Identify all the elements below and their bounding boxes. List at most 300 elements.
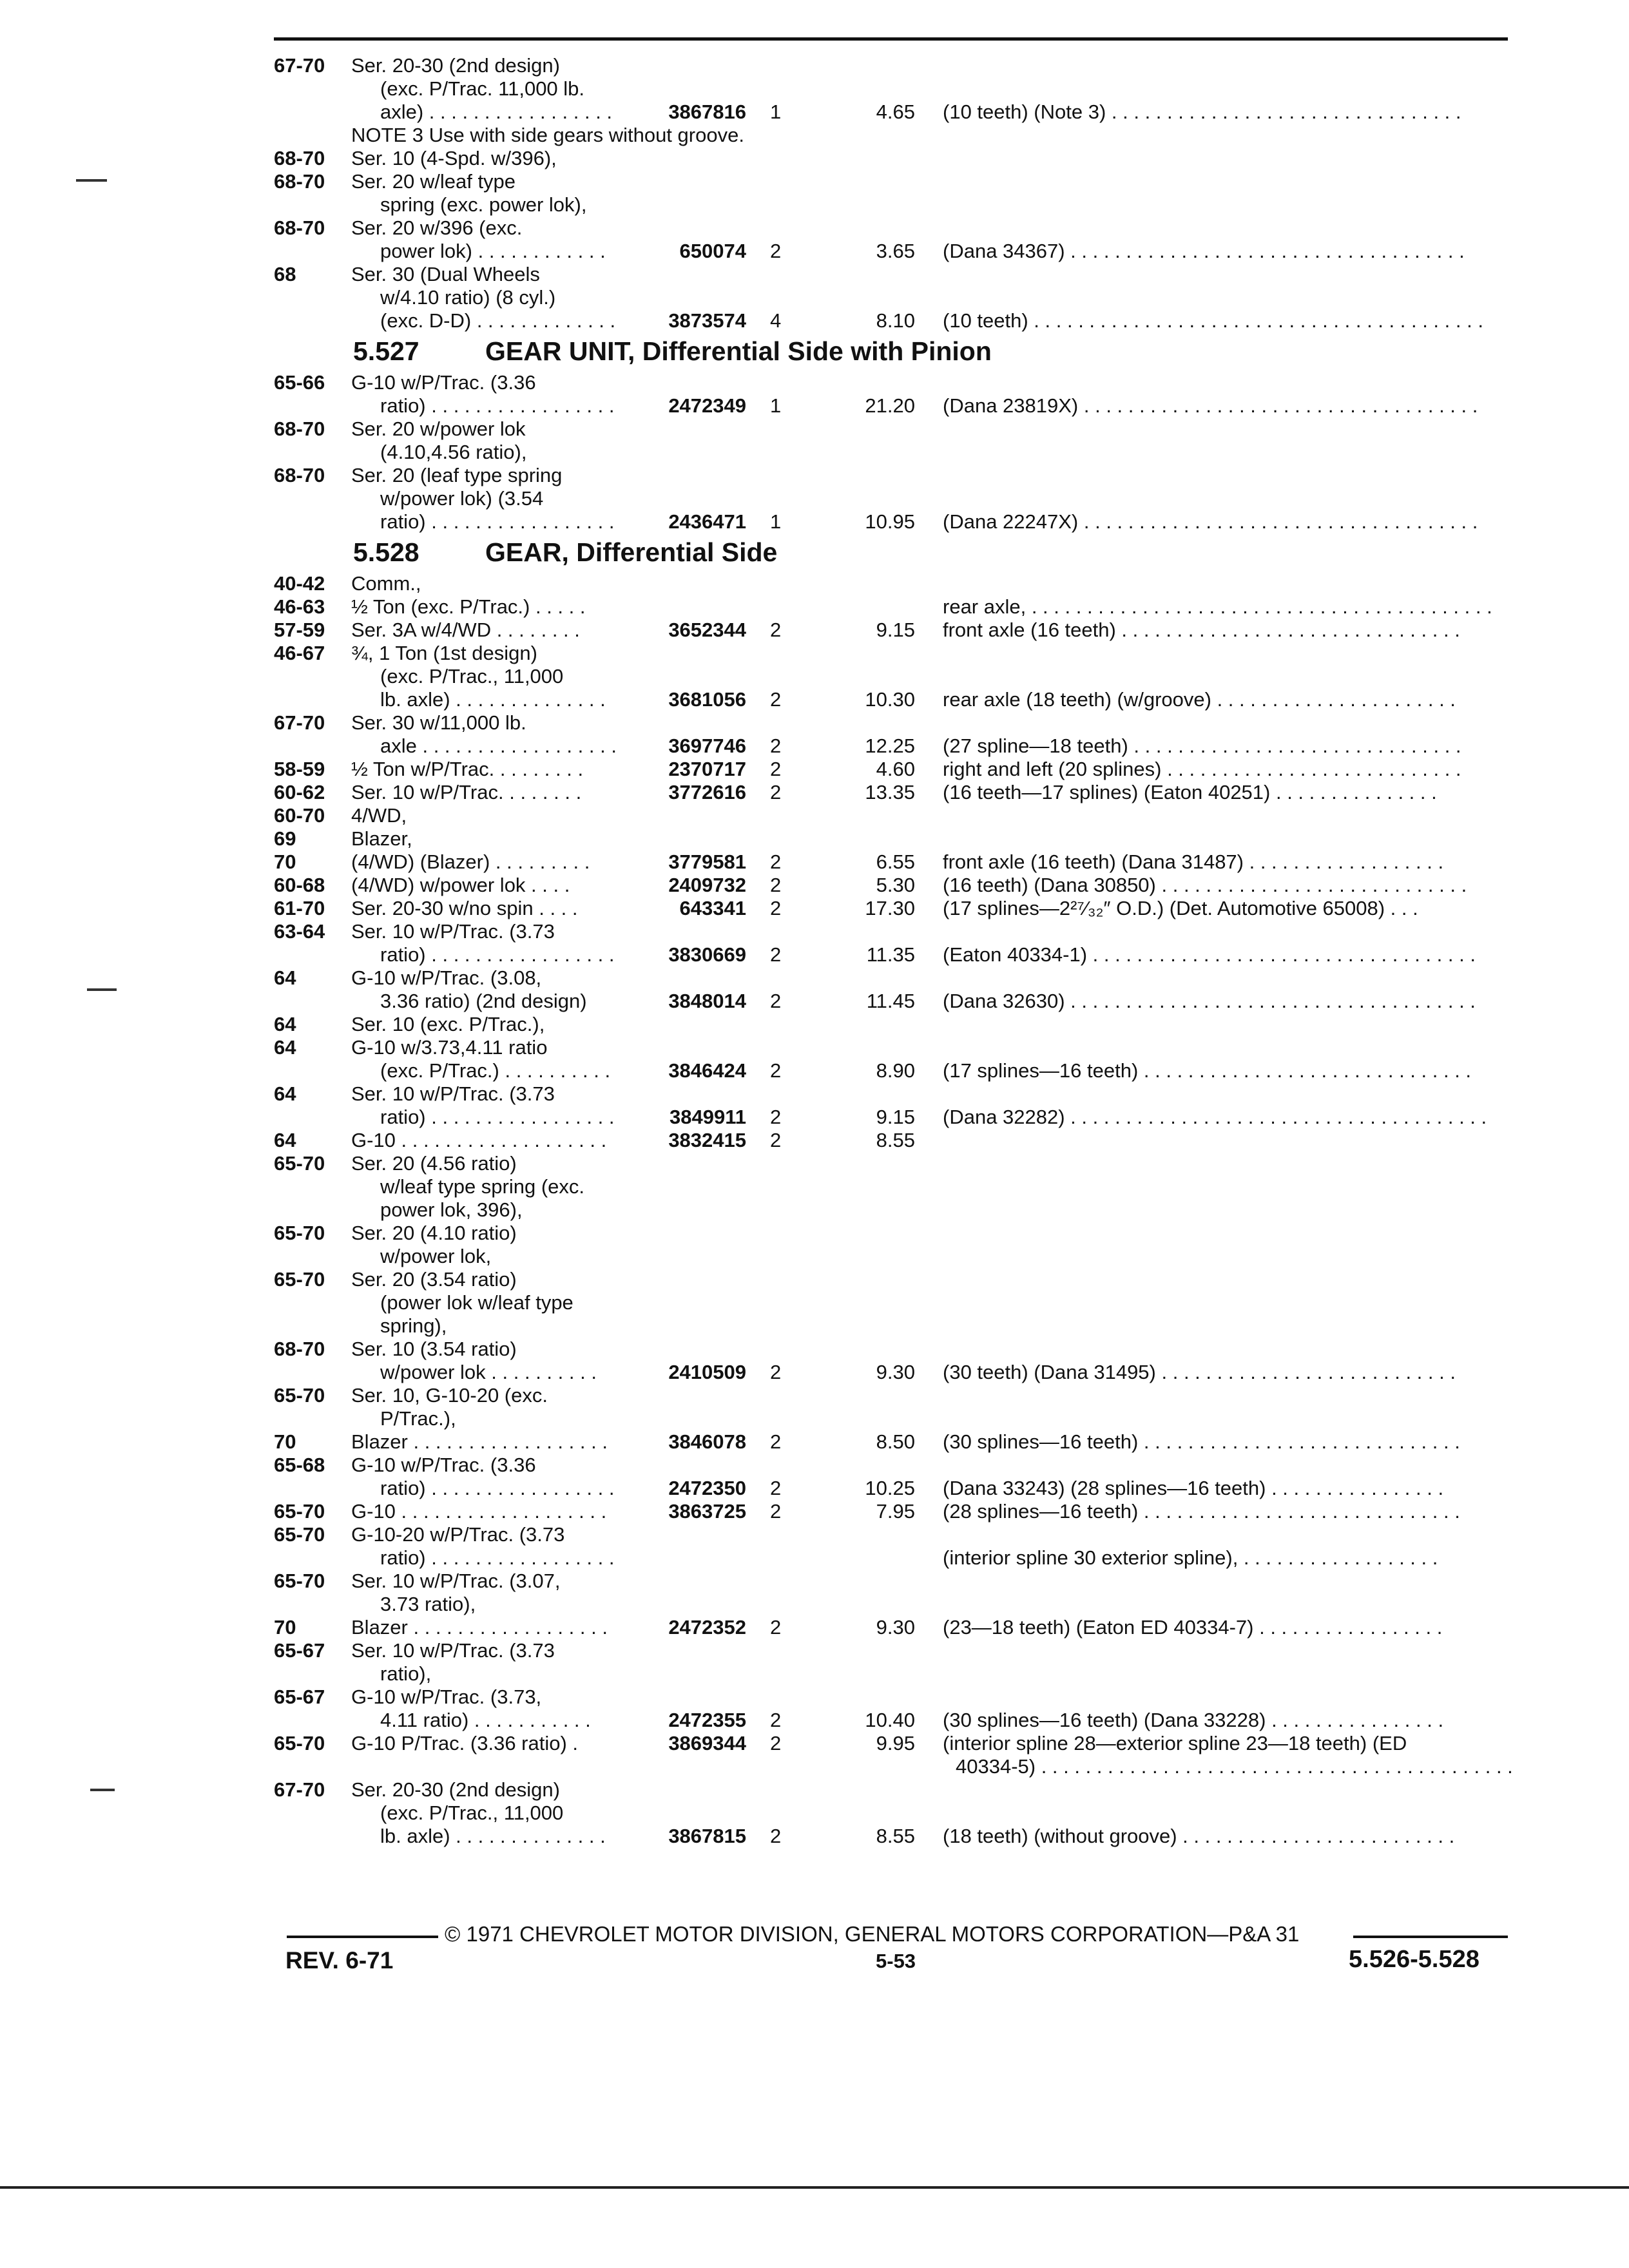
description: Ser. 10, G-10-20 (exc. xyxy=(351,1384,548,1407)
part-number: 3697746 xyxy=(668,735,746,757)
quantity: 2 xyxy=(770,874,782,896)
part-number: 2472350 xyxy=(668,1477,746,1499)
description: P/Trac.), xyxy=(380,1407,456,1430)
model-years: 65-70 xyxy=(274,1268,325,1291)
description: G-10 . . . . . . . . . . . . . . . . . . . xyxy=(351,1129,607,1151)
description: (exc. P/Trac.) . . . . . . . . . . xyxy=(380,1059,611,1082)
price: 10.95 xyxy=(865,510,915,533)
description: (exc. P/Trac., 11,000 xyxy=(380,665,564,687)
table-row xyxy=(0,1175,1629,1198)
table-row xyxy=(0,1732,1629,1755)
model-years: 46-67 xyxy=(274,642,325,664)
description: w/power lok, xyxy=(380,1245,492,1267)
model-years: 63-64 xyxy=(274,920,325,943)
table-row xyxy=(0,1384,1629,1407)
description: w/power lok) (3.54 xyxy=(380,487,544,510)
section-title: GEAR, Differential Side xyxy=(485,537,778,567)
price: 8.55 xyxy=(876,1129,915,1151)
description: w/power lok . . . . . . . . . . xyxy=(380,1361,597,1383)
description: Blazer . . . . . . . . . . . . . . . . . . xyxy=(351,1616,608,1639)
table-row xyxy=(0,240,1629,263)
quantity: 2 xyxy=(770,1709,782,1731)
part-number: 2472352 xyxy=(668,1616,746,1639)
remarks: (30 splines—16 teeth) . . . . . . . . . . . . . . . . . . . . . . . . . . . . . xyxy=(943,1430,1460,1453)
footer-section-range: 5.526-5.528 xyxy=(1349,1946,1480,1973)
model-years: 67-70 xyxy=(274,54,325,77)
price: 11.45 xyxy=(866,990,915,1012)
price: 10.40 xyxy=(865,1709,915,1731)
footer-copyright: © 1971 CHEVROLET MOTOR DIVISION, GENERAL MOTORS CORPORATION—P&A 31 xyxy=(445,1922,1300,1946)
model-years: 68-70 xyxy=(274,464,325,486)
table-row xyxy=(0,1546,1629,1570)
quantity: 2 xyxy=(770,735,782,757)
remarks: (10 teeth) . . . . . . . . . . . . . . . . . . . . . . . . . . . . . . . . . . . . . . . . . xyxy=(943,309,1483,332)
description: ¾, 1 Ton (1st design) xyxy=(351,642,537,664)
table-row xyxy=(0,147,1629,170)
description: power lok, 396), xyxy=(380,1198,523,1221)
part-number: 3681056 xyxy=(668,688,746,711)
model-years: 64 xyxy=(274,1082,296,1105)
quantity: 2 xyxy=(770,240,782,262)
table-row xyxy=(0,711,1629,735)
description: (exc. P/Trac., 11,000 xyxy=(380,1802,564,1824)
quantity: 1 xyxy=(770,394,782,417)
table-row xyxy=(0,1500,1629,1523)
model-years: 67-70 xyxy=(274,711,325,734)
description: (4.10,4.56 ratio), xyxy=(380,441,527,463)
part-number: 3830669 xyxy=(668,943,746,966)
model-years: 65-70 xyxy=(274,1570,325,1592)
table-row xyxy=(0,1291,1629,1314)
quantity: 2 xyxy=(770,758,782,780)
table-row xyxy=(0,286,1629,309)
footer-revision: REV. 6-71 xyxy=(285,1947,394,1974)
description: Ser. 20 w/power lok xyxy=(351,418,526,440)
table-row xyxy=(0,665,1629,688)
part-number: 2436471 xyxy=(668,510,746,533)
price: 21.20 xyxy=(865,394,915,417)
table-row xyxy=(0,1338,1629,1361)
description: G-10 P/Trac. (3.36 ratio) . xyxy=(351,1732,579,1754)
table-row xyxy=(0,1245,1629,1268)
model-years: 69 xyxy=(274,827,296,850)
remarks: (27 spline—18 teeth) . . . . . . . . . . . . . . . . . . . . . . . . . . . . . . xyxy=(943,735,1461,757)
model-years: 65-70 xyxy=(274,1732,325,1754)
quantity: 2 xyxy=(770,850,782,873)
model-years: 65-70 xyxy=(274,1152,325,1175)
part-number: 3652344 xyxy=(668,619,746,641)
description: Comm., xyxy=(351,572,421,595)
description: (4/WD) (Blazer) . . . . . . . . . xyxy=(351,850,590,873)
table-row xyxy=(0,688,1629,711)
table-row xyxy=(0,394,1629,418)
table-row xyxy=(0,371,1629,394)
model-years: 70 xyxy=(274,1616,296,1639)
remarks: 40334-5) . . . . . . . . . . . . . . . . . . . . . . . . . . . . . . . . . . . . . . . . . . . xyxy=(956,1755,1513,1778)
model-years: 67-70 xyxy=(274,1778,325,1801)
model-years: 61-70 xyxy=(274,897,325,919)
section-title: GEAR UNIT, Differential Side with Pinion xyxy=(485,336,992,366)
model-years: 68-70 xyxy=(274,147,325,169)
description: Blazer, xyxy=(351,827,412,850)
remarks: (10 teeth) (Note 3) . . . . . . . . . . . . . . . . . . . . . . . . . . . . . . . . xyxy=(943,101,1461,123)
description: ratio) . . . . . . . . . . . . . . . . . xyxy=(380,943,615,966)
description: (exc. D-D) . . . . . . . . . . . . . xyxy=(380,309,616,332)
description: Ser. 20 (leaf type spring xyxy=(351,464,563,486)
table-row xyxy=(0,263,1629,286)
price: 8.55 xyxy=(876,1825,915,1847)
part-number: 3849911 xyxy=(670,1106,746,1128)
price: 11.35 xyxy=(866,943,915,966)
table-row xyxy=(0,874,1629,897)
table-row xyxy=(0,487,1629,510)
price: 10.30 xyxy=(865,688,915,711)
description: G-10 w/P/Trac. (3.36 xyxy=(351,371,536,394)
description: w/4.10 ratio) (8 cyl.) xyxy=(380,286,556,309)
part-number: 2410509 xyxy=(668,1361,746,1383)
description: Ser. 30 w/11,000 lb. xyxy=(351,711,526,734)
model-years: 68-70 xyxy=(274,216,325,239)
model-years: 65-67 xyxy=(274,1639,325,1662)
description: Ser. 20 (3.54 ratio) xyxy=(351,1268,517,1291)
quantity: 1 xyxy=(770,510,782,533)
table-row xyxy=(0,1036,1629,1059)
table-row xyxy=(0,1755,1629,1778)
description: power lok) . . . . . . . . . . . . xyxy=(380,240,606,262)
model-years: 64 xyxy=(274,1036,296,1059)
price: 6.55 xyxy=(876,850,915,873)
table-row xyxy=(0,966,1629,990)
price: 9.15 xyxy=(876,1106,915,1128)
table-row xyxy=(0,1523,1629,1546)
footer-rule-right xyxy=(1353,1936,1508,1938)
remarks: front axle (16 teeth) . . . . . . . . . . . . . . . . . . . . . . . . . . . . . . . xyxy=(943,619,1460,641)
footer-rule-left xyxy=(287,1936,438,1938)
model-years: 65-68 xyxy=(274,1454,325,1476)
quantity: 2 xyxy=(770,1430,782,1453)
quantity: 2 xyxy=(770,688,782,711)
quantity: 2 xyxy=(770,1825,782,1847)
price: 7.95 xyxy=(876,1500,915,1523)
table-row xyxy=(0,758,1629,781)
table-row xyxy=(0,1314,1629,1338)
part-number: 3832415 xyxy=(668,1129,746,1151)
description: G-10 w/P/Trac. (3.36 xyxy=(351,1454,536,1476)
description: (exc. P/Trac. 11,000 lb. xyxy=(380,77,585,100)
table-row xyxy=(0,1013,1629,1036)
table-row xyxy=(0,642,1629,665)
quantity: 2 xyxy=(770,1732,782,1754)
remarks: (Dana 22247X) . . . . . . . . . . . . . . . . . . . . . . . . . . . . . . . . . . . . xyxy=(943,510,1478,533)
description: spring), xyxy=(380,1314,447,1337)
table-row xyxy=(0,1616,1629,1639)
part-number: 3869344 xyxy=(668,1732,746,1754)
model-years: 60-62 xyxy=(274,781,325,803)
remarks: (Dana 33243) (28 splines—16 teeth) . . . . . . . . . . . . . . . . xyxy=(943,1477,1444,1499)
description: ratio) . . . . . . . . . . . . . . . . . xyxy=(380,1106,615,1128)
description: ratio), xyxy=(380,1662,432,1685)
table-row xyxy=(0,897,1629,920)
remarks: (30 splines—16 teeth) (Dana 33228) . . . . . . . . . . . . . . . . xyxy=(943,1709,1444,1731)
quantity: 2 xyxy=(770,1477,782,1499)
price: 4.65 xyxy=(876,101,915,123)
price: 9.95 xyxy=(876,1732,915,1754)
model-years: 70 xyxy=(274,850,296,873)
quantity: 2 xyxy=(770,1059,782,1082)
model-years: 64 xyxy=(274,1013,296,1035)
description: axle . . . . . . . . . . . . . . . . . . xyxy=(380,735,617,757)
table-row xyxy=(0,990,1629,1013)
part-number: 3779581 xyxy=(668,850,746,873)
description: Ser. 10 (exc. P/Trac.), xyxy=(351,1013,545,1035)
part-number: 2370717 xyxy=(668,758,746,780)
price: 5.30 xyxy=(876,874,915,896)
description: Blazer . . . . . . . . . . . . . . . . . . xyxy=(351,1430,608,1453)
description: w/leaf type spring (exc. xyxy=(380,1175,585,1198)
description: Ser. 20 w/leaf type xyxy=(351,170,516,193)
part-number: 2472349 xyxy=(668,394,746,417)
model-years: 65-66 xyxy=(274,371,325,394)
table-row xyxy=(0,572,1629,595)
part-number: 2472355 xyxy=(668,1709,746,1731)
remarks: front axle (16 teeth) (Dana 31487) . . . . . . . . . . . . . . . . . . xyxy=(943,850,1444,873)
model-years: 40-42 xyxy=(274,572,325,595)
table-row xyxy=(0,1082,1629,1106)
remarks: (17 splines—2²⁷⁄₃₂″ O.D.) (Det. Automotive 65008) . . . xyxy=(943,897,1418,919)
table-row xyxy=(0,850,1629,874)
description: G-10 w/P/Trac. (3.73, xyxy=(351,1686,542,1708)
table-row xyxy=(0,170,1629,193)
remarks: (16 teeth) (Dana 30850) . . . . . . . . . . . . . . . . . . . . . . . . . . . . xyxy=(943,874,1467,896)
price: 9.15 xyxy=(876,619,915,641)
quantity: 2 xyxy=(770,1106,782,1128)
description: Ser. 20 (4.10 ratio) xyxy=(351,1222,517,1244)
top-rule xyxy=(274,37,1508,41)
model-years: 68 xyxy=(274,263,296,285)
price: 3.65 xyxy=(876,240,915,262)
remarks: rear axle (18 teeth) (w/groove) . . . . . . . . . . . . . . . . . . . . . . xyxy=(943,688,1456,711)
description: ½ Ton (exc. P/Trac.) . . . . . xyxy=(351,595,586,618)
table-row xyxy=(0,216,1629,240)
remarks: (Dana 32282) . . . . . . . . . . . . . . . . . . . . . . . . . . . . . . . . . . . . . . xyxy=(943,1106,1487,1128)
table-row xyxy=(0,804,1629,827)
description: (power lok w/leaf type xyxy=(380,1291,574,1314)
part-number: 650074 xyxy=(679,240,746,262)
price: 8.90 xyxy=(876,1059,915,1082)
table-row xyxy=(0,1593,1629,1616)
remarks: (17 splines—16 teeth) . . . . . . . . . . . . . . . . . . . . . . . . . . . . . . xyxy=(943,1059,1472,1082)
description: 3.36 ratio) (2nd design) xyxy=(380,990,587,1012)
description: lb. axle) . . . . . . . . . . . . . . xyxy=(380,1825,606,1847)
table-row xyxy=(0,1639,1629,1662)
table-row xyxy=(0,1106,1629,1129)
model-years: 65-67 xyxy=(274,1686,325,1708)
part-number: 3846078 xyxy=(668,1430,746,1453)
table-row xyxy=(0,619,1629,642)
price: 8.50 xyxy=(876,1430,915,1453)
description: ratio) . . . . . . . . . . . . . . . . . xyxy=(380,1546,615,1569)
table-row xyxy=(0,1570,1629,1593)
description: Ser. 20 (4.56 ratio) xyxy=(351,1152,517,1175)
quantity: 2 xyxy=(770,943,782,966)
remarks: (Dana 32630) . . . . . . . . . . . . . . . . . . . . . . . . . . . . . . . . . . . . . xyxy=(943,990,1476,1012)
description: Ser. 20-30 (2nd design) xyxy=(351,1778,560,1801)
description: 4/WD, xyxy=(351,804,407,827)
section-number: 5.528 xyxy=(353,537,419,567)
description: Ser. 10 (4-Spd. w/396), xyxy=(351,147,557,169)
description: Ser. 20-30 (2nd design) xyxy=(351,54,560,77)
description: Ser. 20 w/396 (exc. xyxy=(351,216,523,239)
price: 17.30 xyxy=(865,897,915,919)
table-row xyxy=(0,1454,1629,1477)
table-row xyxy=(0,1686,1629,1709)
table-row xyxy=(0,781,1629,804)
table-row xyxy=(0,418,1629,441)
model-years: 65-70 xyxy=(274,1222,325,1244)
model-years: 68-70 xyxy=(274,170,325,193)
table-row xyxy=(0,1198,1629,1222)
remarks: (interior spline 30 exterior spline), . . . . . . . . . . . . . . . . . . xyxy=(943,1546,1438,1569)
model-years: 68-70 xyxy=(274,1338,325,1360)
bottom-rule xyxy=(0,2186,1629,2189)
part-number: 3873574 xyxy=(668,309,746,332)
price: 4.60 xyxy=(876,758,915,780)
table-row xyxy=(0,1407,1629,1430)
description: Ser. 20-30 w/no spin . . . . xyxy=(351,897,578,919)
description: lb. axle) . . . . . . . . . . . . . . xyxy=(380,688,606,711)
description: Ser. 10 w/P/Trac. (3.07, xyxy=(351,1570,561,1592)
model-years: 57-59 xyxy=(274,619,325,641)
table-row xyxy=(0,735,1629,758)
quantity: 2 xyxy=(770,897,782,919)
part-number: 2409732 xyxy=(668,874,746,896)
remarks: (Dana 23819X) . . . . . . . . . . . . . . . . . . . . . . . . . . . . . . . . . . . . xyxy=(943,394,1478,417)
model-years: 65-70 xyxy=(274,1384,325,1407)
table-row xyxy=(0,54,1629,77)
table-row xyxy=(0,920,1629,943)
table-row xyxy=(0,595,1629,619)
table-row xyxy=(0,77,1629,101)
description: Ser. 10 w/P/Trac. (3.73 xyxy=(351,920,555,943)
part-number: 3867815 xyxy=(668,1825,746,1847)
table-row xyxy=(0,1709,1629,1732)
quantity: 2 xyxy=(770,619,782,641)
description: 3.73 ratio), xyxy=(380,1593,476,1615)
remarks: rear axle, . . . . . . . . . . . . . . . . . . . . . . . . . . . . . . . . . . . . . . . . . . xyxy=(943,595,1492,618)
part-number: 3846424 xyxy=(668,1059,746,1082)
table-row xyxy=(0,464,1629,487)
model-years: 65-70 xyxy=(274,1500,325,1523)
quantity: 2 xyxy=(770,781,782,803)
table-row xyxy=(0,943,1629,966)
remarks: (18 teeth) (without groove) . . . . . . . . . . . . . . . . . . . . . . . . . xyxy=(943,1825,1455,1847)
model-years: 58-59 xyxy=(274,758,325,780)
description: (4/WD) w/power lok . . . . xyxy=(351,874,570,896)
table-row xyxy=(0,1361,1629,1384)
footer-page-number: 5-53 xyxy=(876,1950,916,1972)
description: 4.11 ratio) . . . . . . . . . . . xyxy=(380,1709,591,1731)
description: spring (exc. power lok), xyxy=(380,193,587,216)
description: G-10 w/3.73,4.11 ratio xyxy=(351,1036,548,1059)
description: Ser. 30 (Dual Wheels xyxy=(351,263,540,285)
quantity: 1 xyxy=(770,101,782,123)
remarks: right and left (20 splines) . . . . . . . . . . . . . . . . . . . . . . . . . . . xyxy=(943,758,1461,780)
quantity: 4 xyxy=(770,309,782,332)
remarks: (30 teeth) (Dana 31495) . . . . . . . . . . . . . . . . . . . . . . . . . . . xyxy=(943,1361,1456,1383)
description: ratio) . . . . . . . . . . . . . . . . . xyxy=(380,1477,615,1499)
description: G-10-20 w/P/Trac. (3.73 xyxy=(351,1523,565,1546)
model-years: 65-70 xyxy=(274,1523,325,1546)
section-number: 5.527 xyxy=(353,336,419,366)
description: axle) . . . . . . . . . . . . . . . . . xyxy=(380,101,613,123)
description: ratio) . . . . . . . . . . . . . . . . . xyxy=(380,394,615,417)
remarks: (16 teeth—17 splines) (Eaton 40251) . . . . . . . . . . . . . . . xyxy=(943,781,1437,803)
description: Ser. 10 w/P/Trac. (3.73 xyxy=(351,1082,555,1105)
part-number: 3863725 xyxy=(668,1500,746,1523)
part-number: 3772616 xyxy=(668,781,746,803)
table-row xyxy=(0,1059,1629,1082)
description: Ser. 10 w/P/Trac. (3.73 xyxy=(351,1639,555,1662)
remarks: (28 splines—16 teeth) . . . . . . . . . . . . . . . . . . . . . . . . . . . . . xyxy=(943,1500,1460,1523)
price: 12.25 xyxy=(865,735,915,757)
price: 9.30 xyxy=(876,1361,915,1383)
model-years: 64 xyxy=(274,966,296,989)
quantity: 2 xyxy=(770,1129,782,1151)
description: G-10 w/P/Trac. (3.08, xyxy=(351,966,542,989)
remarks: (interior spline 28—exterior spline 23—18 teeth) (ED xyxy=(943,1732,1407,1754)
model-years: 70 xyxy=(274,1430,296,1453)
description: ½ Ton w/P/Trac. . . . . . . . . xyxy=(351,758,584,780)
remarks: (23—18 teeth) (Eaton ED 40334-7) . . . . . . . . . . . . . . . . . xyxy=(943,1616,1443,1639)
part-number: 643341 xyxy=(679,897,746,919)
price: 8.10 xyxy=(876,309,915,332)
quantity: 2 xyxy=(770,990,782,1012)
description: ratio) . . . . . . . . . . . . . . . . . xyxy=(380,510,615,533)
model-years: 64 xyxy=(274,1129,296,1151)
table-row xyxy=(0,1825,1629,1848)
table-row xyxy=(0,441,1629,464)
table-row xyxy=(0,1430,1629,1454)
table-row xyxy=(0,827,1629,850)
remarks: (Dana 34367) . . . . . . . . . . . . . . . . . . . . . . . . . . . . . . . . . . . . xyxy=(943,240,1465,262)
table-row xyxy=(0,193,1629,216)
part-number: 3848014 xyxy=(668,990,746,1012)
part-number: 3867816 xyxy=(668,101,746,123)
table-row xyxy=(0,124,1629,147)
table-row xyxy=(0,1662,1629,1686)
table-row xyxy=(0,1152,1629,1175)
model-years: 68-70 xyxy=(274,418,325,440)
description: NOTE 3 Use with side gears without groove. xyxy=(351,124,744,146)
table-row xyxy=(0,1129,1629,1152)
model-years: 60-68 xyxy=(274,874,325,896)
description: Ser. 10 (3.54 ratio) xyxy=(351,1338,517,1360)
table-row xyxy=(0,1477,1629,1500)
price: 13.35 xyxy=(865,781,915,803)
price: 9.30 xyxy=(876,1616,915,1639)
table-row xyxy=(0,101,1629,124)
model-years: 60-70 xyxy=(274,804,325,827)
description: G-10 . . . . . . . . . . . . . . . . . . . xyxy=(351,1500,607,1523)
table-row xyxy=(0,1802,1629,1825)
table-row xyxy=(0,510,1629,533)
quantity: 2 xyxy=(770,1361,782,1383)
table-row xyxy=(0,1222,1629,1245)
description: Ser. 3A w/4/WD . . . . . . . . xyxy=(351,619,580,641)
table-row xyxy=(0,1268,1629,1291)
remarks: (Eaton 40334-1) . . . . . . . . . . . . . . . . . . . . . . . . . . . . . . . . . . . xyxy=(943,943,1476,966)
price: 10.25 xyxy=(865,1477,915,1499)
